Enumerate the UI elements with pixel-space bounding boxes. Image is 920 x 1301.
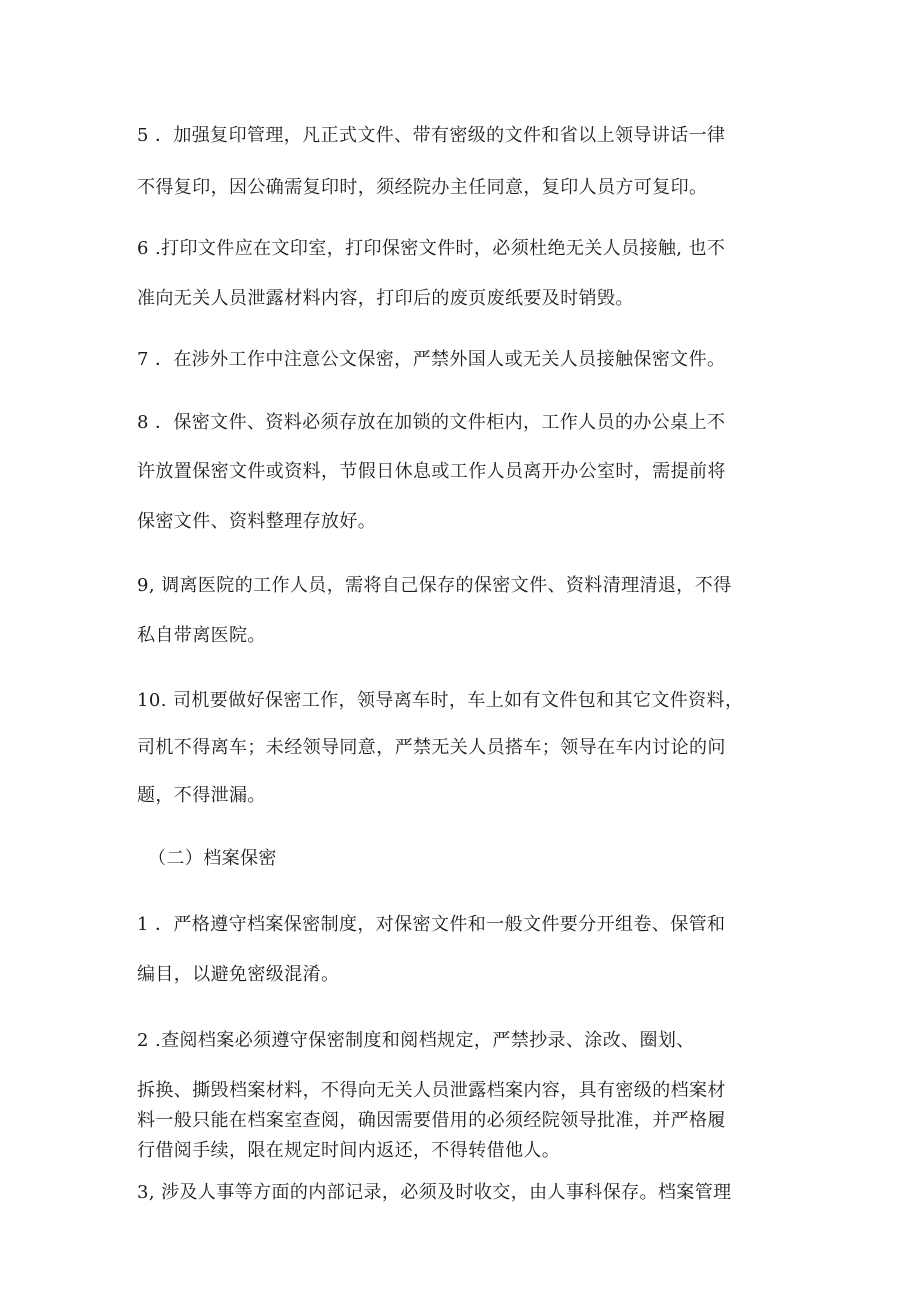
text-line: 1 ．严格遵守档案保密制度，对保密文件和一般文件要分开组卷、保管和: [137, 914, 726, 935]
text-line: 5 ．加强复印管理，凡正式文件、带有密级的文件和省以上领导讲话一律: [137, 125, 726, 146]
text-line: 题，不得泄漏。: [137, 785, 266, 806]
text-line: 编目，以避免密级混淆。: [137, 964, 340, 985]
text-line: 司机不得离车；未经领导同意，严禁无关人员搭车；领导在车内讨论的问: [137, 737, 726, 758]
text-line: 行借阅手续，限在规定时间内返还，不得转借他人。: [137, 1140, 561, 1161]
text-line: 准向无关人员泄露材料内容，打印后的废页废纸要及时销毁。: [137, 288, 634, 309]
text-line: 料一般只能在档案室查阅，确因需要借用的必须经院领导批准，并严格履: [137, 1110, 726, 1131]
text-line: 保密文件、资料整理存放好。: [137, 511, 377, 532]
text-line: 2 .查阅档案必须遵守保密制度和阅档规定，严禁抄录、涂改、圈划、: [137, 1030, 695, 1051]
text-line: 8 ．保密文件、资料必须存放在加锁的文件柜内，工作人员的办公桌上不: [137, 412, 726, 433]
text-line: 3, 涉及人事等方面的内部记录，必须及时收交，由人事科保存。档案管理: [137, 1182, 732, 1203]
text-line: 7 ．在涉外工作中注意公文保密，严禁外国人或无关人员接触保密文件。: [137, 349, 726, 370]
section-heading: （二）档案保密: [148, 848, 277, 869]
text-line: 不得复印，因公确需复印时，须经院办主任同意，复印人员方可复印。: [137, 177, 708, 198]
text-line: 6 .打印文件应在文印室，打印保密文件时，必须杜绝无关人员接触, 也不: [137, 238, 726, 259]
text-line: 私自带离医院。: [137, 625, 266, 646]
text-line: 许放置保密文件或资料，节假日休息或工作人员离开办公室时，需提前将: [137, 461, 726, 482]
text-line: 9, 调离医院的工作人员，需将自己保存的保密文件、资料清理清退，不得: [137, 575, 732, 596]
text-line: 拆换、撕毁档案材料，不得向无关人员泄露档案内容，具有密级的档案材: [137, 1080, 726, 1101]
text-line: 10. 司机要做好保密工作，领导离车时，车上如有文件包和其它文件资料，: [137, 690, 744, 711]
